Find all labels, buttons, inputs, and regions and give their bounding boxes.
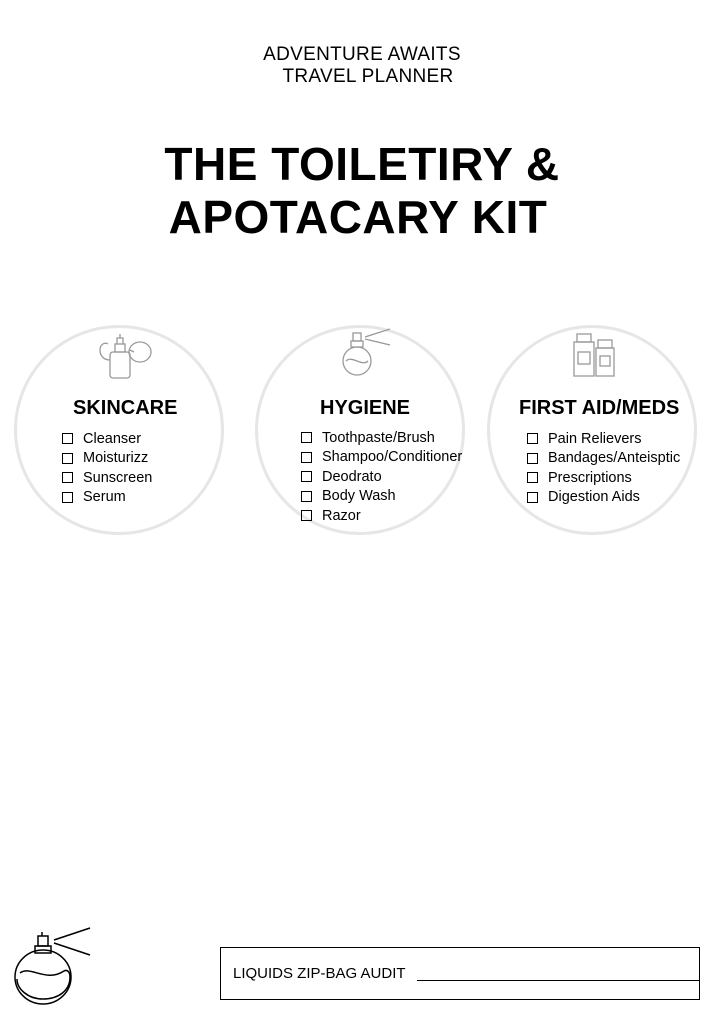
checkbox[interactable] [62, 472, 73, 483]
list-item[interactable]: Serum [62, 488, 152, 508]
first-aid-title: FIRST AID/MEDS [519, 397, 680, 419]
list-item[interactable]: Prescriptions [527, 468, 680, 488]
checkbox[interactable] [527, 453, 538, 464]
liquids-audit-line[interactable] [417, 980, 699, 981]
hygiene-title: HYGIENE [320, 397, 411, 419]
checkbox[interactable] [301, 471, 312, 482]
liquids-audit-label: LIQUIDS ZIP-BAG AUDIT [233, 965, 406, 982]
hygiene-checklist [301, 428, 462, 526]
checkbox[interactable] [527, 472, 538, 483]
list-item[interactable]: Shampoo/Conditioner [301, 448, 462, 468]
skincare-title: SKINCARE [73, 397, 178, 419]
list-item[interactable]: Deodrato [301, 467, 462, 487]
page-title-line1: THE TOILETIRY & [164, 138, 560, 190]
checkbox[interactable] [527, 433, 538, 444]
list-item[interactable]: Body Wash [301, 487, 462, 507]
checkbox[interactable] [301, 452, 312, 463]
liquids-audit-box [220, 947, 700, 1000]
checkbox[interactable] [301, 432, 312, 443]
list-item[interactable]: Sunscreen [62, 468, 152, 488]
checkbox[interactable] [62, 453, 73, 464]
list-item[interactable]: Razor [301, 506, 462, 526]
page-title-line2: APOTACARY KIT [168, 191, 548, 243]
medicine-bottles-icon [572, 330, 618, 380]
spray-bottle-icon [340, 325, 396, 379]
skincare-checklist [62, 429, 152, 507]
list-item[interactable]: Cleanser [62, 429, 152, 449]
checkbox[interactable] [301, 510, 312, 521]
planner-title-line1: ADVENTURE AWAITS [263, 44, 461, 65]
perfume-spray-icon [12, 925, 92, 1007]
checkbox[interactable] [527, 492, 538, 503]
first-aid-checklist [527, 429, 680, 507]
list-item[interactable]: Moisturizz [62, 449, 152, 469]
checkbox[interactable] [301, 491, 312, 502]
list-item[interactable]: Toothpaste/Brush [301, 428, 462, 448]
list-item[interactable]: Pain Relievers [527, 429, 680, 449]
list-item[interactable]: Bandages/Anteisptic [527, 449, 680, 469]
planner-title-line2: TRAVEL PLANNER [282, 66, 454, 87]
list-item[interactable]: Digestion Aids [527, 488, 680, 508]
checkbox[interactable] [62, 433, 73, 444]
atomizer-bottle-icon [96, 330, 160, 382]
checkbox[interactable] [62, 492, 73, 503]
